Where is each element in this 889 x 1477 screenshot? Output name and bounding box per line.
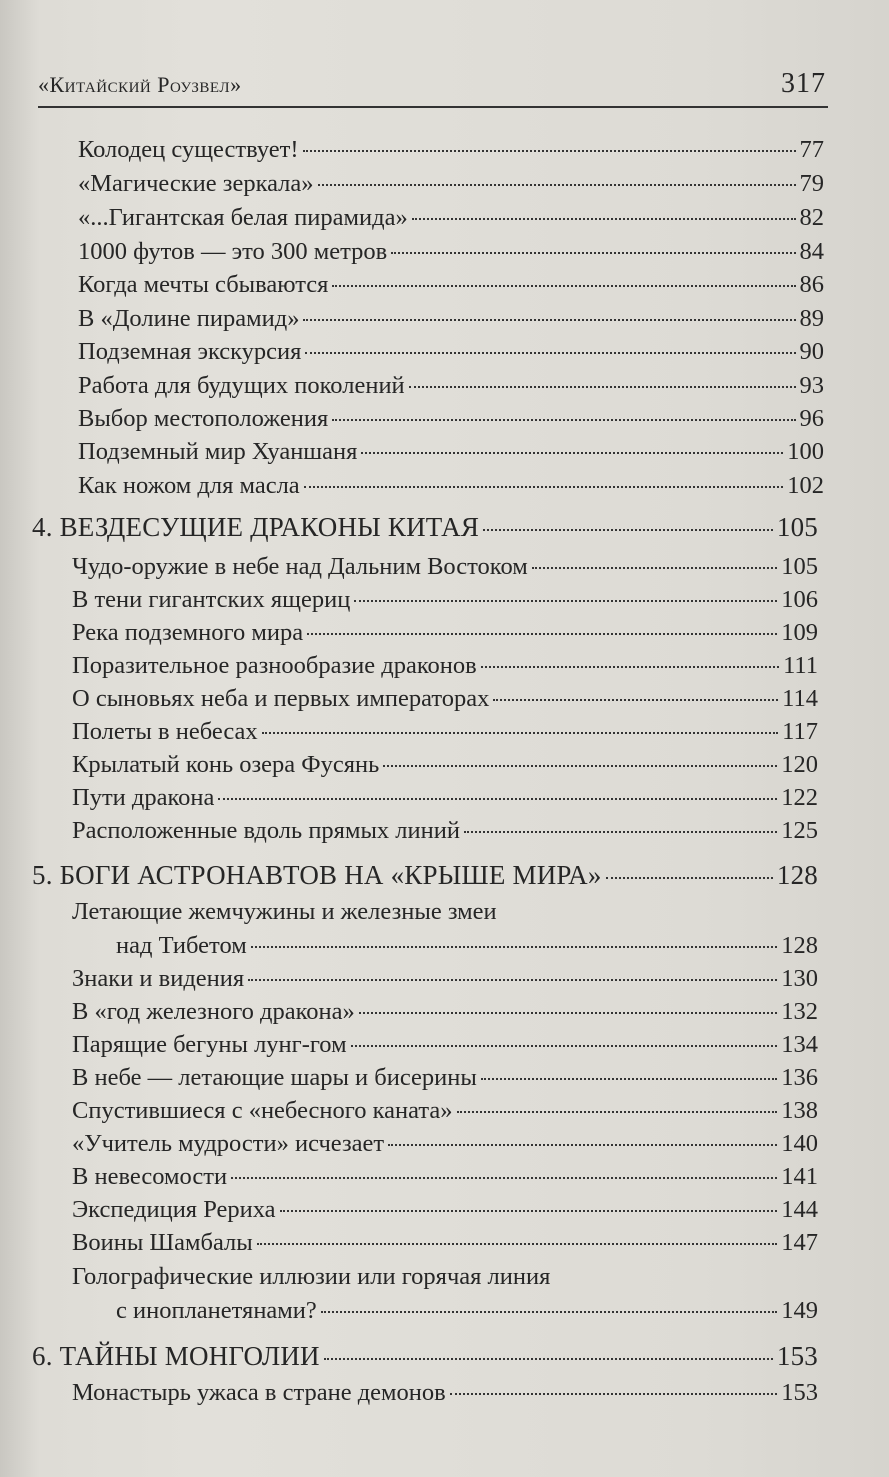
toc-entry: [78, 204, 824, 232]
dot-leader: [354, 600, 777, 602]
chapter-title: 4. ВЕЗДЕСУЩИЕ ДРАКОНЫ КИТАЯ: [32, 512, 480, 542]
dot-leader: [321, 1311, 777, 1313]
toc-entry: [72, 1229, 818, 1257]
toc-entry-page: 109: [781, 619, 818, 646]
dot-leader: [450, 1393, 778, 1395]
toc-entry-title-line1: Голографические иллюзии или горячая линия: [72, 1263, 551, 1290]
toc-entry: [72, 1196, 818, 1224]
dot-leader: [388, 1144, 777, 1146]
dot-leader: [324, 1358, 773, 1360]
toc-entry-page: 79: [799, 170, 824, 197]
toc-entry-title: Как ножом для масла: [78, 472, 300, 499]
dot-leader: [218, 798, 777, 800]
toc-entry-title: В небе — летающие шары и бисерины: [72, 1064, 477, 1091]
toc-entry-page: 114: [782, 685, 818, 712]
toc-entry-page: 125: [781, 817, 818, 844]
dot-leader: [412, 218, 796, 220]
toc-entry-title: Когда мечты сбываются: [78, 271, 329, 298]
toc-entry-title: В «год железного дракона»: [72, 998, 355, 1025]
toc-entry-page: 117: [782, 718, 818, 745]
running-title: «Китайский Роузвел»: [38, 72, 242, 97]
toc-entry: [78, 338, 824, 366]
toc-entry: [72, 553, 818, 581]
toc-entry-page: 90: [799, 338, 824, 365]
toc-entry-title: «Магические зеркала»: [78, 170, 314, 197]
dot-leader: [251, 946, 778, 948]
dot-leader: [305, 352, 795, 354]
toc-entry: [78, 305, 824, 333]
toc-entry-title-line2: с инопланетянами?: [116, 1297, 317, 1324]
toc-entry: [78, 271, 824, 299]
dot-leader: [280, 1210, 778, 1212]
toc-entry-title: В «Долине пирамид»: [78, 305, 300, 332]
toc-entry-page: 147: [781, 1229, 818, 1256]
dot-leader: [359, 1012, 777, 1014]
dot-leader: [248, 979, 777, 981]
toc-entry-page: 86: [799, 271, 824, 298]
dot-leader: [391, 252, 795, 254]
dot-leader: [303, 319, 795, 321]
toc-entry-title: В тени гигантских ящериц: [72, 586, 351, 613]
toc-entry: [116, 1297, 818, 1325]
page-number: 317: [781, 68, 826, 99]
chapter-title: 5. БОГИ АСТРОНАВТОВ НА «КРЫШЕ МИРА»: [32, 860, 602, 890]
toc-entry-page: 136: [781, 1064, 818, 1091]
dot-leader: [304, 486, 784, 488]
dot-leader: [481, 666, 779, 668]
dot-leader: [464, 831, 777, 833]
toc-entry-page: 144: [781, 1196, 818, 1223]
toc-entry-title: В невесомости: [72, 1163, 228, 1190]
toc-entry-page: 130: [781, 965, 818, 992]
toc-entry-title: Полеты в небесах: [72, 718, 258, 745]
toc-entry: [78, 438, 824, 466]
toc-entry: [72, 586, 818, 614]
toc-entry: [78, 238, 824, 266]
toc-entry-title: Экспедиция Рериха: [72, 1196, 276, 1223]
toc-entry-title: О сыновьях неба и первых императорах: [72, 685, 490, 712]
dot-leader: [457, 1111, 778, 1113]
toc-entry-page: 89: [799, 305, 824, 332]
dot-leader: [332, 419, 795, 421]
toc-chapter-heading: [32, 512, 818, 543]
toc-entry-page: 111: [783, 652, 818, 679]
toc-entry-page: 93: [799, 372, 824, 399]
toc-entry-title: Подземная экскурсия: [78, 338, 302, 365]
toc-entry-title: Колодец существует!: [78, 136, 299, 163]
dot-leader: [318, 184, 796, 186]
chapter-page: 105: [776, 512, 818, 542]
toc-entry-page: 82: [799, 204, 824, 231]
toc-entry: [72, 652, 818, 680]
dot-leader: [303, 150, 796, 152]
dot-leader: [409, 386, 796, 388]
toc-entry-page: 128: [781, 932, 818, 959]
toc-entry-page: 132: [781, 998, 818, 1025]
toc-entry: [72, 1031, 818, 1059]
toc-entry: [72, 718, 818, 746]
toc-entry-title: Выбор местоположения: [78, 405, 329, 432]
toc-entry-page: 122: [781, 784, 818, 811]
toc-chapter-heading: [32, 860, 818, 891]
toc-entry-title-line2: над Тибетом: [116, 932, 247, 959]
toc-entry-title: Монастырь ужаса в стране демонов: [72, 1379, 446, 1406]
dot-leader: [383, 765, 777, 767]
toc-entry-title: Река подземного мира: [72, 619, 304, 646]
toc-entry-title: Парящие бегуны лунг-гом: [72, 1031, 347, 1058]
toc-entry-title: Спустившиеся с «небесного каната»: [72, 1097, 453, 1124]
toc-entry: [72, 751, 818, 779]
chapter-page: 128: [776, 860, 818, 890]
toc-entry-page: 134: [781, 1031, 818, 1058]
toc-entry: [78, 170, 824, 198]
toc-entry-page: 141: [781, 1163, 818, 1190]
toc-entry: [72, 965, 818, 993]
toc-entry-title: Расположенные вдоль прямых линий: [72, 817, 460, 844]
toc-entry-title: Крылатый конь озера Фусянь: [72, 751, 380, 778]
toc-entry: [72, 1097, 818, 1125]
toc-entry-title: Подземный мир Хуаншаня: [78, 438, 358, 465]
dot-leader: [532, 567, 777, 569]
page-header: [38, 66, 828, 108]
toc-entry-page: 96: [799, 405, 824, 432]
dot-leader: [231, 1177, 777, 1179]
toc-entry-title: Знаки и видения: [72, 965, 245, 992]
toc-entry-title: «Учитель мудрости» исчезает: [72, 1130, 385, 1157]
toc-entry: [116, 932, 818, 960]
toc-entry: [72, 817, 818, 845]
toc-entry: [72, 1130, 818, 1158]
toc-entry-page: 120: [781, 751, 818, 778]
toc-entry: [72, 685, 818, 713]
toc-entry: [78, 405, 824, 433]
dot-leader: [361, 452, 783, 454]
toc-entry-title: Чудо-оружие в небе над Дальним Востоком: [72, 553, 528, 580]
toc-entry-page: 106: [781, 586, 818, 613]
toc-entry: [72, 1163, 818, 1191]
toc-entry-page: 100: [787, 438, 824, 465]
toc-entry-page: 149: [781, 1297, 818, 1324]
toc-entry: [72, 619, 818, 647]
toc-entry-title: «...Гигантская белая пирамида»: [78, 204, 408, 231]
toc-chapter-heading: [32, 1341, 818, 1372]
toc-entry-page: 105: [781, 553, 818, 580]
toc-entry-title: Поразительное разнообразие драконов: [72, 652, 477, 679]
dot-leader: [493, 699, 778, 701]
toc-entry-title-line1: Летающие жемчужины и железные змеи: [72, 898, 497, 925]
dot-leader: [483, 529, 773, 531]
dot-leader: [481, 1078, 777, 1080]
dot-leader: [332, 285, 795, 287]
toc-entry-page: 138: [781, 1097, 818, 1124]
toc-entry-page: 140: [781, 1130, 818, 1157]
toc-entry: [72, 1379, 818, 1407]
toc-entry: [72, 784, 818, 812]
toc-entry-page: 102: [787, 472, 824, 499]
toc-entry-page: 153: [781, 1379, 818, 1406]
toc-entry-title: 1000 футов — это 300 метров: [78, 238, 388, 265]
toc-entry-page: 84: [799, 238, 824, 265]
toc-entry: [78, 372, 824, 400]
toc-entry-title: Работа для будущих поколений: [78, 372, 405, 399]
toc-entry: [78, 472, 824, 500]
dot-leader: [262, 732, 779, 734]
toc-entry: [78, 136, 824, 164]
dot-leader: [307, 633, 777, 635]
toc-entry: [72, 1064, 818, 1092]
dot-leader: [351, 1045, 778, 1047]
toc-entry: [72, 998, 818, 1026]
toc-entry-title: Пути дракона: [72, 784, 215, 811]
dot-leader: [606, 877, 773, 879]
chapter-title: 6. ТАЙНЫ МОНГОЛИИ: [32, 1341, 320, 1371]
toc-entry-page: 77: [799, 136, 824, 163]
toc-entry-title: Воины Шамбалы: [72, 1229, 253, 1256]
dot-leader: [257, 1243, 778, 1245]
chapter-page: 153: [776, 1341, 818, 1371]
